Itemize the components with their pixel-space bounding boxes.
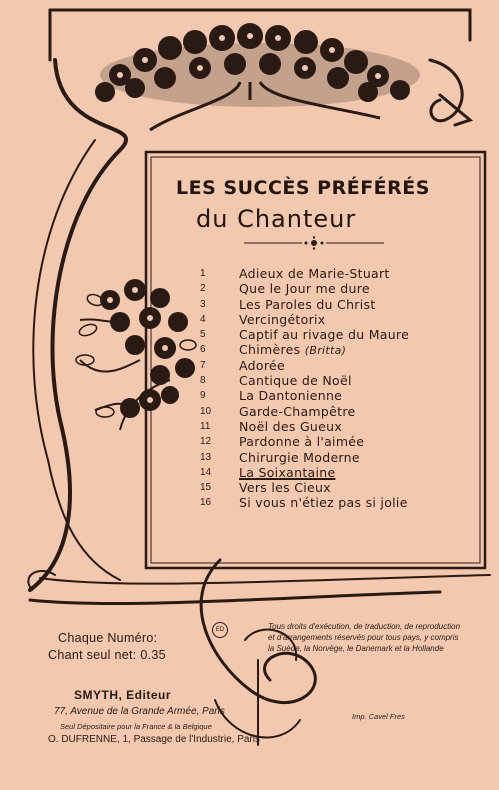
song-title: Cantique de Noël [239, 373, 352, 389]
price-value: Chant seul net: 0.35 [48, 648, 166, 662]
publisher-address: 77, Avenue de la Grande Armée, Paris [54, 706, 225, 717]
rights-line: la Suède, la Norvège, le Danemark et la Hollande [268, 644, 444, 653]
song-number: 15 [200, 482, 212, 494]
song-number: 6 [200, 344, 206, 356]
title-divider [244, 236, 384, 250]
flower-tree-left [100, 279, 195, 418]
song-title: Que le Jour me dure [239, 281, 370, 297]
song-title: La Dantonienne [239, 388, 343, 404]
printer-credit: Imp. Cavel Fres [352, 712, 405, 721]
list-item [200, 358, 480, 373]
rights-line: Tous droits d'exécution, de traduction, de reproduction [268, 622, 461, 631]
list-item [200, 495, 480, 510]
song-number: 5 [200, 329, 206, 341]
song-number: 12 [200, 436, 212, 448]
publisher-stamp: ED [212, 622, 228, 638]
cover-title: LES SUCCÈS PRÉFÉRÉS [176, 177, 430, 199]
song-title: Pardonne à l'aimée [239, 434, 365, 450]
list-item [200, 419, 480, 434]
song-title: Garde-Champêtre [239, 403, 356, 419]
list-item [200, 297, 480, 312]
list-item [200, 388, 480, 403]
song-title-text: Chimères [239, 342, 301, 358]
depositary-note: Seul Dépositaire pour la France & la Belgique [60, 722, 212, 731]
song-title: Les Paroles du Christ [239, 296, 376, 312]
depot-address: O. DUFRENNE, 1, Passage de l'Industrie, Paris [48, 734, 260, 745]
song-title: Noël des Gueux [239, 418, 343, 434]
song-number: 7 [200, 359, 206, 371]
song-title: La Soixantaine [239, 464, 336, 480]
price-label: Chaque Numéro: [58, 631, 158, 645]
list-item [200, 281, 480, 296]
list-item [200, 312, 480, 327]
song-number: 11 [200, 420, 211, 432]
publisher-name: SMYTH, Editeur [74, 688, 172, 702]
song-number: 10 [200, 405, 212, 417]
list-item [200, 327, 480, 342]
song-title: Vers les Cieux [239, 480, 331, 496]
song-number: 3 [200, 298, 206, 310]
song-note: (Britta) [304, 344, 347, 358]
song-title: Captif au rivage du Maure [239, 327, 410, 343]
song-title: Si vous n'étiez pas si jolie [239, 495, 408, 511]
song-title [239, 342, 346, 357]
song-number: 8 [200, 375, 206, 387]
list-item [200, 450, 480, 465]
song-number: 9 [200, 390, 206, 402]
flower-canopy-top [95, 23, 420, 107]
cover-subtitle: du Chanteur [196, 205, 357, 233]
song-title: Adieux de Marie-Stuart [239, 266, 390, 281]
song-number: 13 [200, 451, 212, 463]
song-title: Adorée [239, 357, 285, 373]
rights-notice [268, 621, 498, 654]
song-list [200, 266, 480, 511]
song-title: Vercingétorix [239, 311, 326, 327]
list-item [200, 465, 480, 480]
list-item [200, 434, 480, 449]
list-item [200, 480, 480, 495]
list-item [200, 342, 480, 357]
song-number: 2 [200, 283, 206, 295]
song-number: 1 [200, 268, 206, 279]
list-item [200, 404, 480, 419]
list-item [200, 266, 480, 281]
song-title: Chirurgie Moderne [239, 449, 360, 465]
rights-line: et d'arrangements réservés pour tous pays, y compris [268, 633, 459, 642]
song-number: 4 [200, 313, 206, 325]
song-number: 16 [200, 497, 212, 509]
list-item [200, 373, 480, 388]
song-number: 14 [200, 466, 212, 478]
